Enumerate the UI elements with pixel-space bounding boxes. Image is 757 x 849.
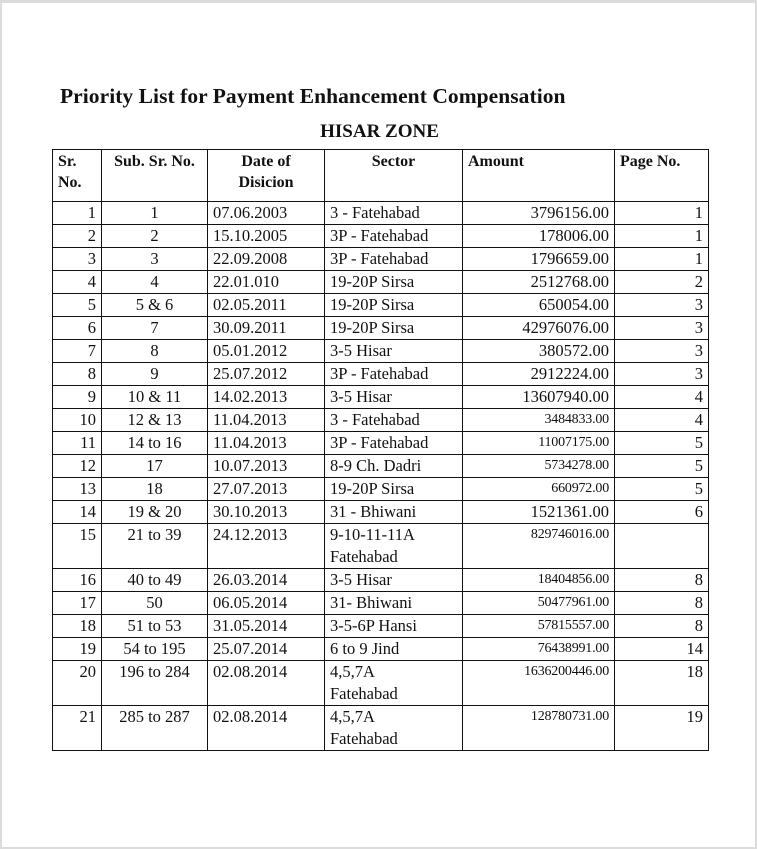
cell-date: 11.04.2013 — [208, 432, 325, 455]
cell-amount: 3796156.00 — [463, 202, 615, 225]
cell-sr-no: 6 — [53, 317, 102, 340]
cell-sector: 3-5 Hisar — [325, 386, 463, 409]
cell-sector-line1: 4,5,7A — [330, 707, 375, 726]
table-row — [53, 638, 709, 661]
cell-sr-no: 17 — [53, 592, 102, 615]
cell-sector: 3 - Fatehabad — [325, 202, 463, 225]
table-header-row — [53, 150, 709, 202]
cell-page-no: 3 — [615, 294, 709, 317]
cell-date: 06.05.2014 — [208, 592, 325, 615]
cell-sub-sr-no: 9 — [102, 363, 208, 386]
cell-sector-line2: Fatehabad — [330, 729, 398, 748]
header-sub-sr-no: Sub. Sr. No. — [102, 150, 208, 202]
cell-sr-no: 18 — [53, 615, 102, 638]
table-row — [53, 706, 709, 751]
cell-sr-no: 15 — [53, 524, 102, 569]
cell-page-no: 3 — [615, 363, 709, 386]
header-date-line2: Disicion — [238, 174, 294, 191]
cell-amount: 2512768.00 — [463, 271, 615, 294]
cell-date: 10.07.2013 — [208, 455, 325, 478]
cell-sub-sr-no: 19 & 20 — [102, 501, 208, 524]
cell-amount: 380572.00 — [463, 340, 615, 363]
cell-sub-sr-no: 54 to 195 — [102, 638, 208, 661]
cell-page-no: 3 — [615, 317, 709, 340]
table-row — [53, 248, 709, 271]
cell-sub-sr-no: 4 — [102, 271, 208, 294]
cell-sr-no: 12 — [53, 455, 102, 478]
table-row — [53, 592, 709, 615]
cell-page-no: 8 — [615, 615, 709, 638]
cell-page-no: 1 — [615, 202, 709, 225]
cell-sector-line2: Fatehabad — [330, 684, 398, 703]
cell-page-no: 8 — [615, 569, 709, 592]
cell-date: 05.01.2012 — [208, 340, 325, 363]
cell-page-no: 4 — [615, 386, 709, 409]
document-title: Priority List for Payment Enhancement Compensation — [60, 84, 566, 108]
cell-date: 15.10.2005 — [208, 225, 325, 248]
cell-date: 30.10.2013 — [208, 501, 325, 524]
header-date-line1: Date of — [241, 153, 291, 170]
cell-sr-no: 14 — [53, 501, 102, 524]
cell-sr-no: 3 — [53, 248, 102, 271]
cell-sector: 19-20P Sirsa — [325, 478, 463, 501]
table-row — [53, 501, 709, 524]
table-row — [53, 363, 709, 386]
cell-sr-no: 20 — [53, 661, 102, 706]
cell-page-no: 1 — [615, 248, 709, 271]
table-row — [53, 340, 709, 363]
cell-sr-no: 11 — [53, 432, 102, 455]
cell-sub-sr-no: 18 — [102, 478, 208, 501]
cell-date: 02.05.2011 — [208, 294, 325, 317]
cell-page-no: 6 — [615, 501, 709, 524]
cell-sub-sr-no: 8 — [102, 340, 208, 363]
header-sr-no — [53, 150, 102, 202]
cell-page-no: 5 — [615, 455, 709, 478]
cell-sr-no: 2 — [53, 225, 102, 248]
table-row — [53, 317, 709, 340]
cell-amount: 178006.00 — [463, 225, 615, 248]
cell-date: 22.09.2008 — [208, 248, 325, 271]
cell-amount: 50477961.00 — [463, 592, 615, 615]
header-date — [208, 150, 325, 202]
cell-page-no: 4 — [615, 409, 709, 432]
cell-amount: 128780731.00 — [463, 706, 615, 751]
table-row — [53, 661, 709, 706]
cell-date: 30.09.2011 — [208, 317, 325, 340]
cell-page-no: 18 — [615, 661, 709, 706]
cell-amount: 1796659.00 — [463, 248, 615, 271]
cell-sector-line2: Fatehabad — [330, 547, 398, 566]
cell-sector: 19-20P Sirsa — [325, 294, 463, 317]
table-row — [53, 202, 709, 225]
cell-sector: 3-5 Hisar — [325, 340, 463, 363]
cell-amount: 42976076.00 — [463, 317, 615, 340]
cell-date: 24.12.2013 — [208, 524, 325, 569]
cell-sub-sr-no: 196 to 284 — [102, 661, 208, 706]
table-row — [53, 455, 709, 478]
cell-sr-no: 4 — [53, 271, 102, 294]
cell-date: 25.07.2014 — [208, 638, 325, 661]
cell-date: 11.04.2013 — [208, 409, 325, 432]
cell-amount: 1521361.00 — [463, 501, 615, 524]
cell-page-no: 5 — [615, 478, 709, 501]
cell-sr-no: 7 — [53, 340, 102, 363]
cell-sub-sr-no: 21 to 39 — [102, 524, 208, 569]
zone-heading: HISAR ZONE — [320, 121, 439, 142]
cell-date: 22.01.010 — [208, 271, 325, 294]
cell-page-no: 14 — [615, 638, 709, 661]
cell-date: 25.07.2012 — [208, 363, 325, 386]
header-sr-no-line2: No. — [58, 174, 82, 191]
cell-sector-line1: 4,5,7A — [330, 662, 375, 681]
header-amount: Amount — [463, 150, 615, 202]
cell-sector: 31 - Bhiwani — [325, 501, 463, 524]
cell-sector: 31- Bhiwani — [325, 592, 463, 615]
cell-sector: 8-9 Ch. Dadri — [325, 455, 463, 478]
cell-amount: 829746016.00 — [463, 524, 615, 569]
cell-page-no: 1 — [615, 225, 709, 248]
cell-amount: 660972.00 — [463, 478, 615, 501]
cell-sector: 19-20P Sirsa — [325, 271, 463, 294]
cell-sr-no: 21 — [53, 706, 102, 751]
cell-date: 02.08.2014 — [208, 706, 325, 751]
cell-amount: 650054.00 — [463, 294, 615, 317]
table-row — [53, 409, 709, 432]
header-sr-no-line1: Sr. — [58, 153, 77, 170]
cell-amount: 11007175.00 — [463, 432, 615, 455]
cell-date: 31.05.2014 — [208, 615, 325, 638]
cell-amount: 18404856.00 — [463, 569, 615, 592]
cell-sector: 3P - Fatehabad — [325, 225, 463, 248]
cell-sector — [325, 661, 463, 706]
cell-page-no: 3 — [615, 340, 709, 363]
cell-sub-sr-no: 2 — [102, 225, 208, 248]
cell-sr-no: 16 — [53, 569, 102, 592]
table-row — [53, 271, 709, 294]
cell-amount: 2912224.00 — [463, 363, 615, 386]
cell-sector: 3-5-6P Hansi — [325, 615, 463, 638]
cell-amount: 76438991.00 — [463, 638, 615, 661]
priority-list-table — [52, 149, 709, 751]
cell-sr-no: 9 — [53, 386, 102, 409]
cell-sector: 3P - Fatehabad — [325, 363, 463, 386]
table-row — [53, 294, 709, 317]
cell-sector: 3P - Fatehabad — [325, 248, 463, 271]
cell-page-no: 19 — [615, 706, 709, 751]
cell-sub-sr-no: 10 & 11 — [102, 386, 208, 409]
cell-page-no — [615, 524, 709, 569]
cell-page-no: 8 — [615, 592, 709, 615]
cell-sr-no: 8 — [53, 363, 102, 386]
cell-sr-no: 10 — [53, 409, 102, 432]
table-row — [53, 432, 709, 455]
cell-sector-line1: 9-10-11-11A — [330, 525, 415, 544]
cell-sector — [325, 706, 463, 751]
cell-sr-no: 1 — [53, 202, 102, 225]
cell-sub-sr-no: 17 — [102, 455, 208, 478]
cell-sub-sr-no: 3 — [102, 248, 208, 271]
cell-sub-sr-no: 50 — [102, 592, 208, 615]
cell-sector: 6 to 9 Jind — [325, 638, 463, 661]
cell-sub-sr-no: 12 & 13 — [102, 409, 208, 432]
cell-sub-sr-no: 7 — [102, 317, 208, 340]
table-row — [53, 524, 709, 569]
table-row — [53, 615, 709, 638]
cell-sub-sr-no: 5 & 6 — [102, 294, 208, 317]
cell-amount: 13607940.00 — [463, 386, 615, 409]
header-sector: Sector — [325, 150, 463, 202]
cell-sub-sr-no: 14 to 16 — [102, 432, 208, 455]
cell-sub-sr-no: 285 to 287 — [102, 706, 208, 751]
cell-sub-sr-no: 51 to 53 — [102, 615, 208, 638]
cell-date: 26.03.2014 — [208, 569, 325, 592]
cell-sector: 3P - Fatehabad — [325, 432, 463, 455]
cell-date: 02.08.2014 — [208, 661, 325, 706]
cell-sector — [325, 524, 463, 569]
cell-sector: 3-5 Hisar — [325, 569, 463, 592]
cell-page-no: 5 — [615, 432, 709, 455]
cell-sector: 3 - Fatehabad — [325, 409, 463, 432]
table-row — [53, 478, 709, 501]
cell-sub-sr-no: 40 to 49 — [102, 569, 208, 592]
cell-amount: 1636200446.00 — [463, 661, 615, 706]
cell-date: 14.02.2013 — [208, 386, 325, 409]
cell-amount: 5734278.00 — [463, 455, 615, 478]
table-row — [53, 569, 709, 592]
cell-sr-no: 13 — [53, 478, 102, 501]
cell-amount: 3484833.00 — [463, 409, 615, 432]
cell-page-no: 2 — [615, 271, 709, 294]
header-page-no: Page No. — [615, 150, 709, 202]
cell-sr-no: 5 — [53, 294, 102, 317]
cell-sub-sr-no: 1 — [102, 202, 208, 225]
table-row — [53, 386, 709, 409]
cell-date: 27.07.2013 — [208, 478, 325, 501]
cell-sr-no: 19 — [53, 638, 102, 661]
cell-amount: 57815557.00 — [463, 615, 615, 638]
cell-sector: 19-20P Sirsa — [325, 317, 463, 340]
cell-date: 07.06.2003 — [208, 202, 325, 225]
table-row — [53, 225, 709, 248]
